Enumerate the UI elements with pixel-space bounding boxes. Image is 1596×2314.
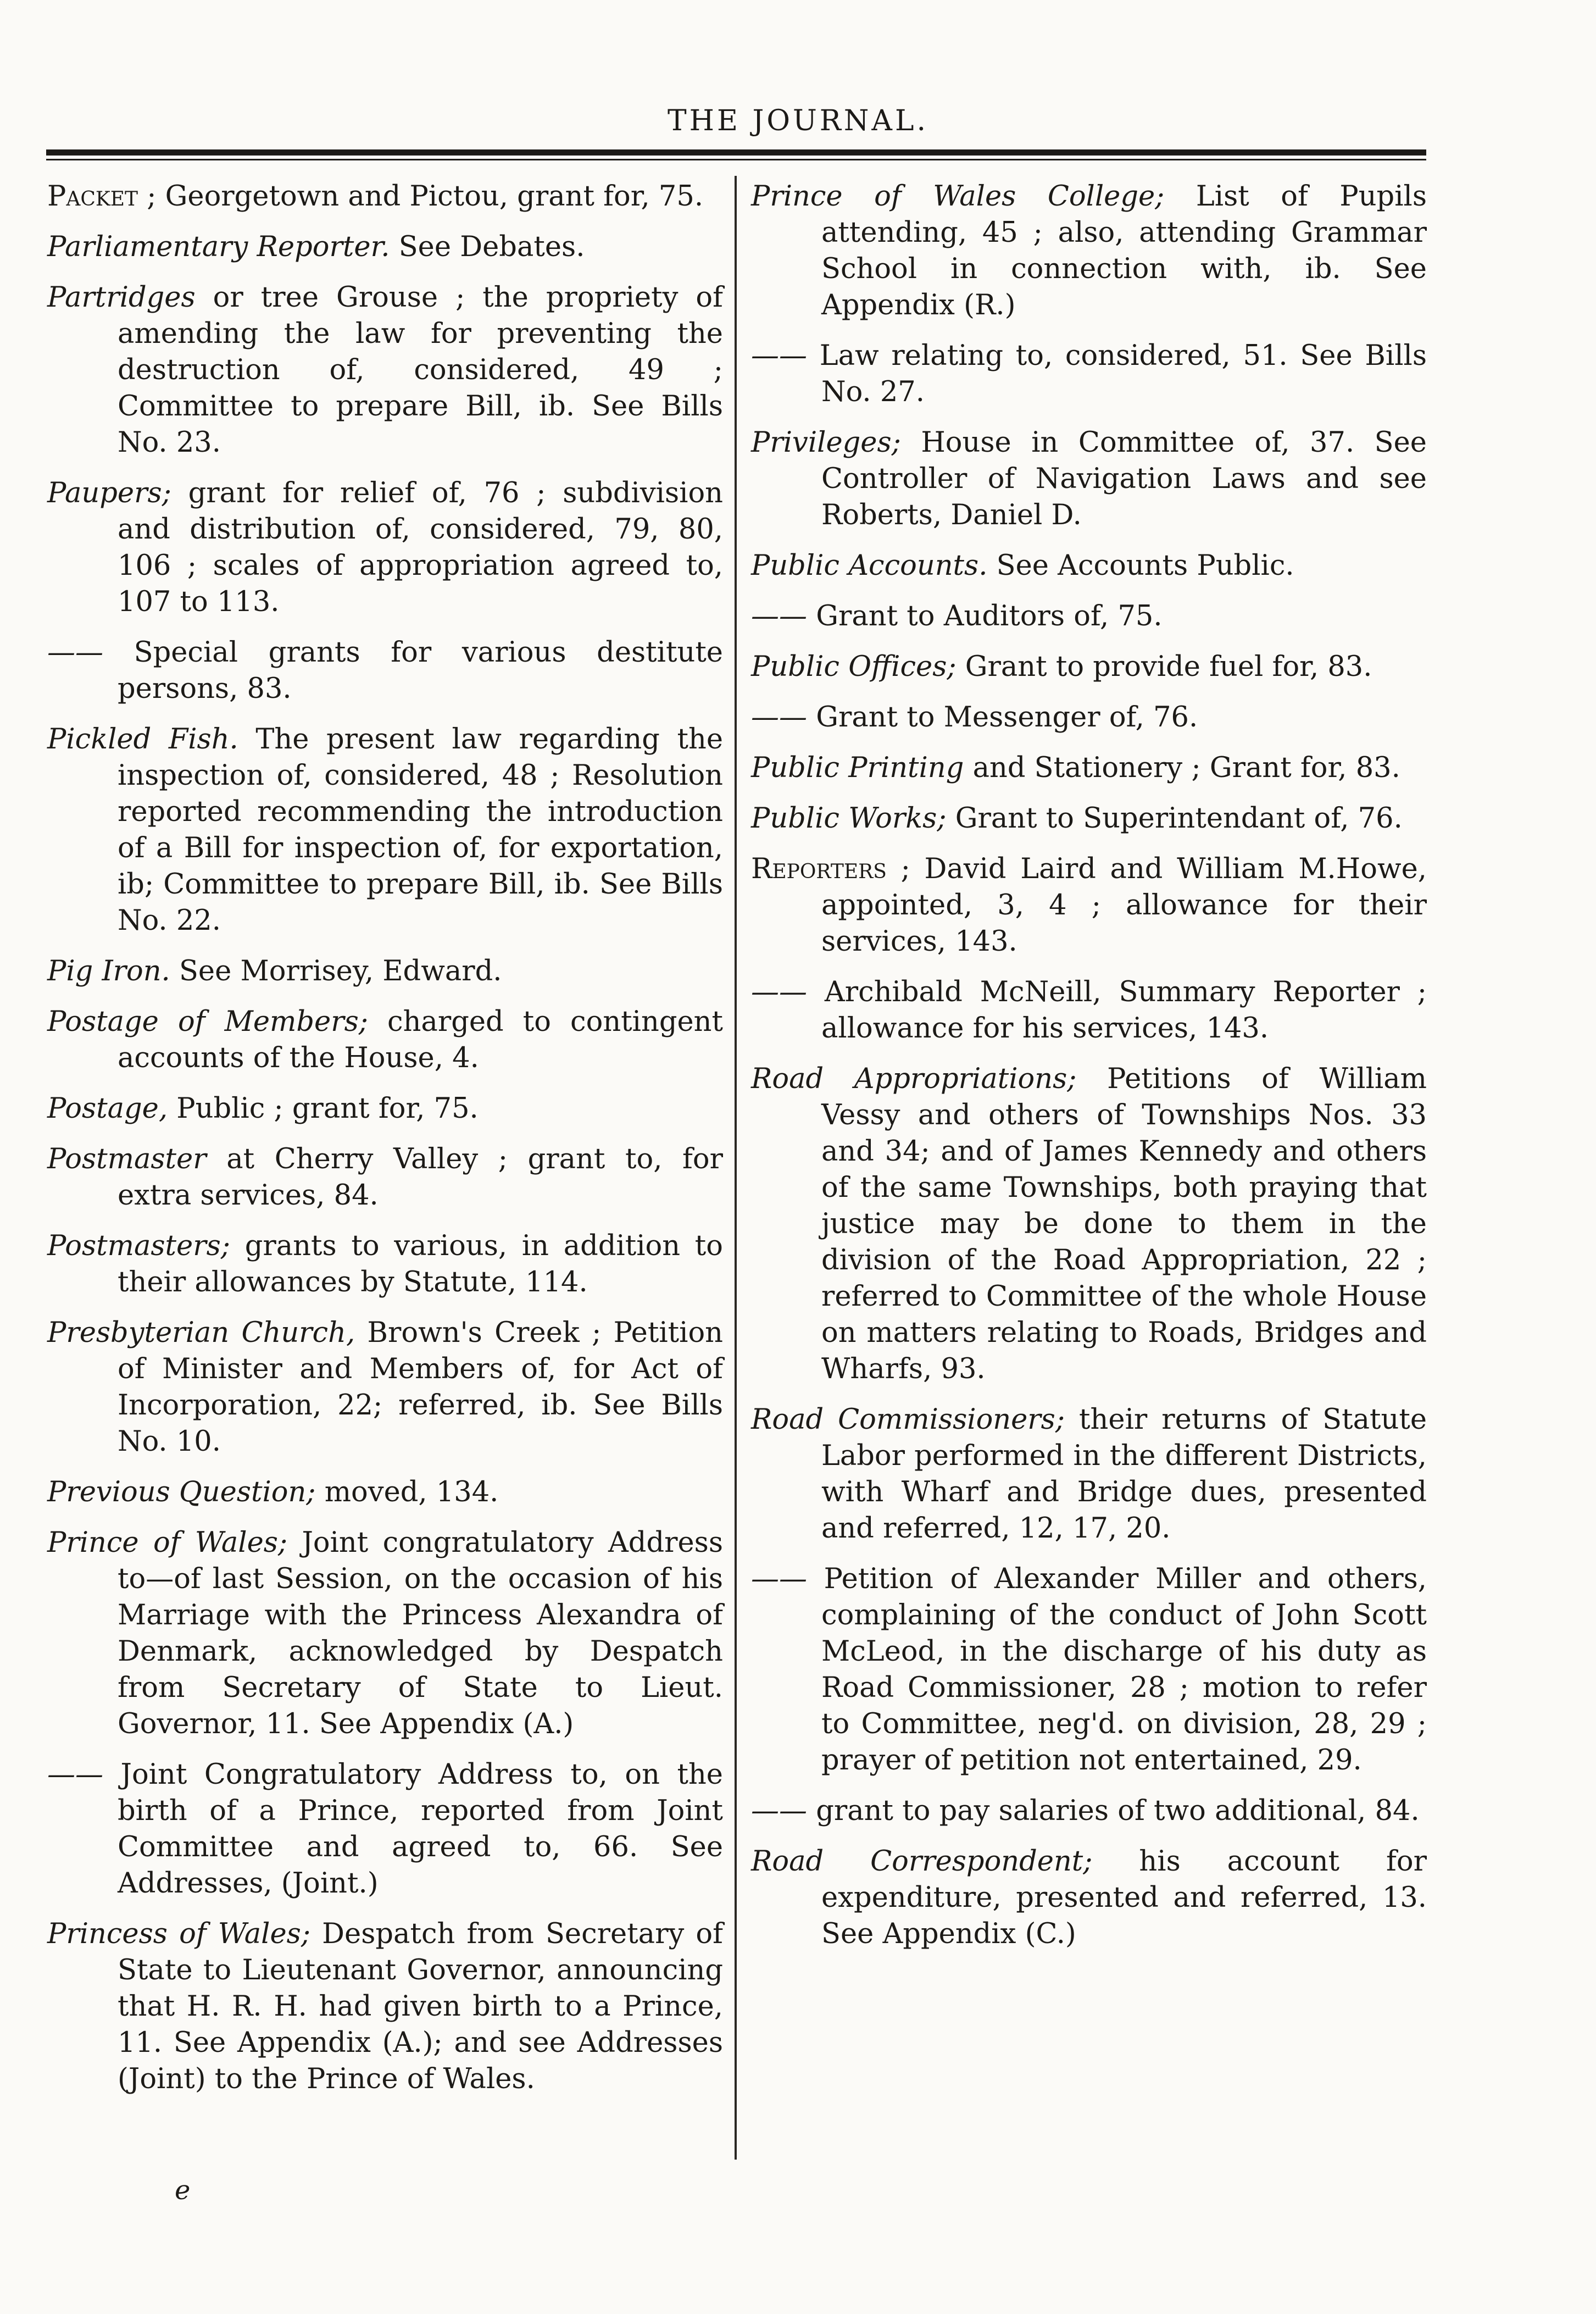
entry-keyword: Pig Iron.: [47, 955, 170, 987]
entry-text: ; David Laird and William M.Howe, appointed, 3, 4 ; allowance for their services, 143.: [821, 853, 1427, 958]
index-entry: [47, 475, 723, 620]
entry-keyword: ——: [751, 1563, 807, 1595]
header-rule-thin: [46, 159, 1426, 160]
entry-keyword: Reporters: [751, 853, 887, 885]
index-entry: [751, 338, 1427, 410]
index-entry: [751, 548, 1427, 584]
entry-keyword: Pickled Fish.: [47, 723, 238, 756]
entry-text: Grant to Messenger of, 76.: [807, 701, 1198, 734]
entry-keyword: ——: [751, 600, 807, 632]
entry-text: moved, 134.: [315, 1476, 499, 1508]
index-entry: [47, 953, 723, 990]
index-entry: [751, 179, 1427, 324]
index-entry: [47, 1091, 723, 1127]
entry-keyword: Postage of Members;: [47, 1006, 368, 1038]
entry-keyword: Postage,: [47, 1092, 168, 1125]
entry-keyword: Partridges: [47, 281, 196, 314]
entry-text: See Morrisey, Edward.: [170, 955, 502, 987]
header-rule-thick: [46, 149, 1426, 156]
entry-text: Archibald McNeill, Summary Reporter ; allowance for his services, 143.: [807, 976, 1427, 1045]
entry-text: at Cherry Valley ; grant to, for extra services, 84.: [118, 1143, 723, 1212]
entry-keyword: Public Printing: [751, 752, 964, 784]
index-entry: [751, 1844, 1427, 1952]
entry-keyword: ——: [751, 340, 807, 372]
entry-keyword: Privileges;: [751, 426, 901, 459]
entry-text: Grant to Auditors of, 75.: [807, 600, 1163, 632]
entry-text: Despatch from Secretary of State to Lieutenant Governor, announcing that H. R. H. had given birth to a Prince, 11. See Appendix (A.); and see Addresses (Joint) to the Prince of Wales.: [118, 1918, 723, 2095]
index-entry: [751, 1402, 1427, 1547]
entry-text: Joint Congratulatory Address to, on the birth of a Prince, reported from Joint Committee and agreed to, 66. See Addresses, (Joint.): [103, 1758, 723, 1900]
index-entry: [751, 598, 1427, 635]
entry-keyword: Princess of Wales;: [47, 1918, 311, 1950]
entry-keyword: Paupers;: [47, 477, 171, 509]
entry-keyword: Previous Question;: [47, 1476, 316, 1508]
entry-text: Public ; grant for, 75.: [168, 1092, 479, 1125]
index-entry: [47, 1757, 723, 1902]
index-entry: [47, 179, 723, 215]
entry-text: House in Committee of, 37. See Controller of Navigation Laws and see Roberts, Daniel D.: [821, 426, 1427, 531]
entry-text: Petitions of William Vessy and others of Townships Nos. 33 and 34; and of James Kennedy and others of the same Townships, both praying that justice may be done to them in the division of the Road Appropriation, 22 ; referred to Committee of the whole House on matters relating to Roads, Bridges and Wharfs, 93.: [821, 1063, 1427, 1385]
entry-keyword: Road Commissioners;: [751, 1403, 1065, 1436]
index-entry: [751, 1061, 1427, 1388]
index-entry: [751, 1793, 1427, 1829]
index-entry: [47, 1141, 723, 1214]
entry-text: Brown's Creek ; Petition of Minister and Members of, for Act of Incorporation, 22; referred, ib. See Bills No. 10.: [118, 1317, 723, 1458]
index-entry: [47, 1315, 723, 1460]
column-divider: [735, 176, 737, 2160]
entry-text: Special grants for various destitute persons, 83.: [103, 636, 723, 705]
index-entry: [47, 635, 723, 707]
entry-keyword: Road Appropriations;: [751, 1063, 1077, 1095]
entry-text: and Stationery ; Grant for, 83.: [964, 752, 1400, 784]
entry-text: or tree Grouse ; the propriety of amending the law for preventing the destruction of, considered, 49 ; Committee to prepare Bill, ib. See Bills No. 23.: [118, 281, 723, 459]
entry-text: their returns of Statute Labor performed in the different Districts, with Wharf and Bridge dues, presented and referred, 12, 17, 20.: [821, 1403, 1427, 1545]
index-entry: [47, 1916, 723, 2097]
entry-keyword: Postmasters;: [47, 1230, 230, 1262]
index-entry: [47, 722, 723, 939]
entry-keyword: Presbyterian Church,: [47, 1317, 355, 1349]
entry-keyword: Public Offices;: [751, 651, 957, 683]
index-entry: [751, 801, 1427, 837]
entry-text: his account for expenditure, presented and referred, 13. See Appendix (C.): [821, 1845, 1427, 1950]
index-entry: [751, 1561, 1427, 1779]
index-entry: [47, 1004, 723, 1076]
index-entry: [751, 700, 1427, 736]
entry-text: charged to contingent accounts of the House, 4.: [118, 1006, 723, 1074]
page-title: THE JOURNAL.: [667, 104, 929, 137]
index-column-left: [47, 179, 723, 2112]
entry-keyword: ——: [751, 1795, 807, 1827]
entry-text: Joint congratulatory Address to—of last Session, on the occasion of his Marriage with the Princess Alexandra of Denmark, acknowledged by Despatch from Secretary of State to Lieut. Governor, 11. See Appendix (A.): [118, 1527, 723, 1740]
entry-text: List of Pupils attending, 45 ; also, attending Grammar School in connection with, ib. See Appendix (R.): [821, 180, 1427, 321]
entry-text: grants to various, in addition to their allowances by Statute, 114.: [118, 1230, 723, 1298]
entry-keyword: Road Correspondent;: [751, 1845, 1093, 1878]
index-entry: [751, 750, 1427, 786]
entry-keyword: Packet: [47, 180, 138, 213]
entry-text: See Debates.: [390, 231, 585, 263]
index-entry: [47, 280, 723, 461]
index-entry: [47, 1525, 723, 1743]
entry-text: Law relating to, considered, 51. See Bills No. 27.: [807, 340, 1427, 408]
entry-text: The present law regarding the inspection of, considered, 48 ; Resolution reported recommending the introduction of a Bill for inspection of, for exportation, ib; Committee to prepare Bill, ib. See Bills No. 22.: [118, 723, 724, 937]
entry-keyword: ——: [47, 1758, 103, 1791]
index-entry: [47, 1228, 723, 1301]
index-entry: [751, 649, 1427, 685]
index-entry: [47, 1474, 723, 1511]
entry-text: Grant to Superintendant of, 76.: [946, 802, 1403, 835]
entry-text: grant to pay salaries of two additional, 84.: [807, 1795, 1420, 1827]
entry-text: Grant to provide fuel for, 83.: [956, 651, 1372, 683]
index-entry: [751, 425, 1427, 534]
index-entry: [751, 974, 1427, 1047]
entry-keyword: Postmaster: [47, 1143, 207, 1175]
entry-keyword: ——: [47, 636, 103, 669]
entry-text: ; Georgetown and Pictou, grant for, 75.: [138, 180, 704, 213]
entry-keyword: ——: [751, 701, 807, 734]
index-entry: [751, 851, 1427, 960]
index-column-right: [751, 179, 1427, 1967]
index-entry: [47, 229, 723, 265]
entry-keyword: Public Works;: [751, 802, 947, 835]
entry-text: grant for relief of, 76 ; subdivision and distribution of, considered, 79, 80, 106 ; scales of appropriation agreed to, 107 to 113.: [118, 477, 723, 618]
entry-keyword: Parliamentary Reporter.: [47, 231, 390, 263]
entry-text: Petition of Alexander Miller and others, complaining of the conduct of John Scott McLeod, in the discharge of his duty as Road Commissioner, 28 ; motion to refer to Committee, neg'd. on division, 28, 29 ; prayer of petition not entertained, 29.: [807, 1563, 1427, 1777]
entry-keyword: Prince of Wales College;: [751, 180, 1165, 213]
entry-keyword: Public Accounts.: [751, 550, 988, 582]
entry-keyword: ——: [751, 976, 807, 1008]
entry-text: See Accounts Public.: [987, 550, 1294, 582]
entry-keyword: Prince of Wales;: [47, 1527, 288, 1559]
signature-mark: e: [175, 2175, 191, 2206]
